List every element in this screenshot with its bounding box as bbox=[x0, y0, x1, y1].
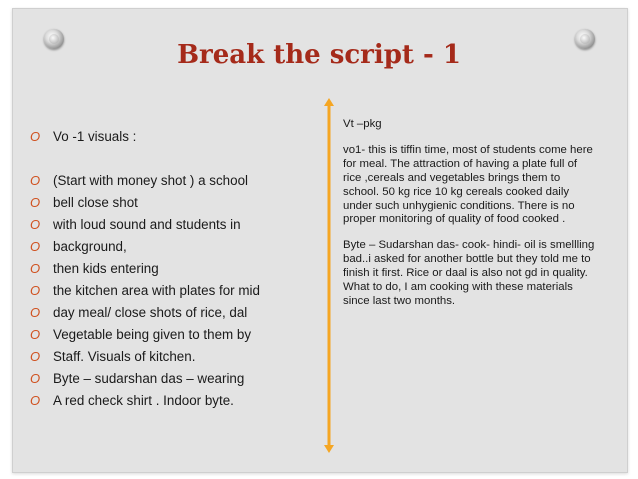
bullet-icon: O bbox=[30, 195, 41, 210]
list-item-text: Vegetable being given to them by bbox=[53, 327, 252, 342]
list-item bbox=[30, 346, 320, 368]
list-item-text: A red check shirt . Indoor byte. bbox=[53, 393, 234, 408]
byte-paragraph: Byte – Sudarshan das- cook- hindi- oil is smellling bad..i asked for another bottle but they told me to finish it first. Rice or daal is also not gd in quality. What to do, I am cooking with these materials since last two months. bbox=[343, 239, 595, 307]
list-item-text: Staff. Visuals of kitchen. bbox=[53, 349, 196, 364]
list-item bbox=[30, 126, 320, 148]
list-item-text: then kids entering bbox=[53, 261, 159, 276]
script-text-panel bbox=[343, 118, 598, 321]
list-item bbox=[30, 368, 320, 390]
list-item-text: Vo -1 visuals : bbox=[53, 129, 137, 144]
list-item-text: with loud sound and students in bbox=[53, 217, 241, 232]
voiceover-paragraph: vo1- this is tiffin time, most of students come here for meal. The attraction of having a plate full of rice ,cereals and vegetables brings them to school. 50 kg rice 10 kg cereals cooked daily under such unhygienic conditions. There is no proper monitoring of quality of food cooked . bbox=[343, 143, 593, 226]
bullet-icon: O bbox=[30, 305, 41, 320]
list-item bbox=[30, 192, 320, 214]
left-bullet-list bbox=[30, 126, 320, 412]
list-item bbox=[30, 302, 320, 324]
bullet-icon: O bbox=[30, 393, 41, 408]
list-item bbox=[30, 258, 320, 280]
list-item bbox=[30, 236, 320, 258]
bullet-icon: O bbox=[30, 349, 41, 364]
bullet-icon: O bbox=[30, 371, 41, 386]
list-item bbox=[30, 280, 320, 302]
bullet-icon: O bbox=[30, 283, 41, 298]
bullet-icon: O bbox=[30, 129, 41, 144]
list-item bbox=[30, 324, 320, 346]
slide-title: Break the script - 1 bbox=[177, 40, 461, 70]
double-arrow-divider bbox=[324, 98, 334, 453]
divider-line bbox=[328, 106, 331, 445]
list-item bbox=[30, 390, 320, 412]
bullet-icon: O bbox=[30, 173, 41, 188]
list-item bbox=[30, 214, 320, 236]
bullet-icon: O bbox=[30, 261, 41, 276]
bullet-icon: O bbox=[30, 327, 41, 342]
list-item-text: the kitchen area with plates for mid bbox=[53, 283, 260, 298]
list-item bbox=[30, 170, 320, 192]
bullet-icon: O bbox=[30, 217, 41, 232]
bullet-icon: O bbox=[30, 239, 41, 254]
arrow-down-icon bbox=[324, 445, 334, 453]
list-item-text: Byte – sudarshan das – wearing bbox=[53, 371, 245, 386]
list-item-text: bell close shot bbox=[53, 195, 138, 210]
arrow-up-icon bbox=[324, 98, 334, 106]
list-item-text: day meal/ close shots of rice, dal bbox=[53, 305, 248, 320]
list-item-text: (Start with money shot ) a school bbox=[53, 173, 248, 188]
script-header: Vt –pkg bbox=[343, 118, 382, 130]
list-item-text: background, bbox=[53, 239, 127, 254]
